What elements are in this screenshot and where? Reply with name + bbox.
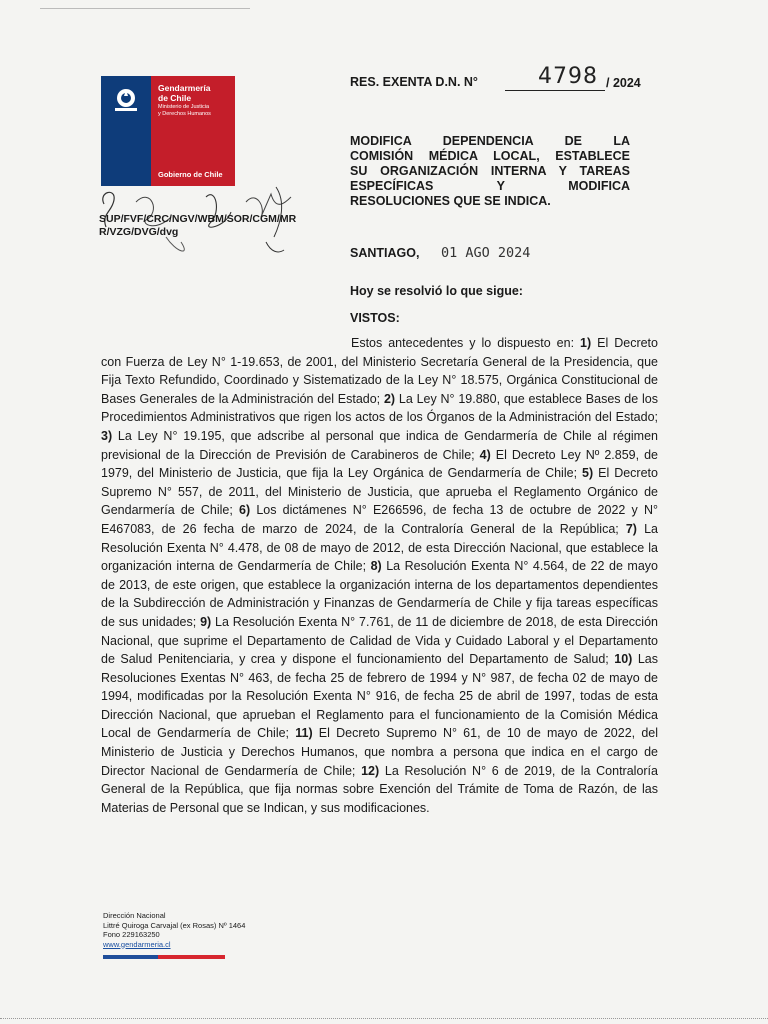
- vistos-item-number: 12): [361, 763, 380, 778]
- resolution-number-line: [505, 90, 605, 91]
- title-line: MODIFICA DEPENDENCIA DE LA: [350, 134, 630, 148]
- footer-website-link[interactable]: www.gendarmeria.cl: [103, 939, 171, 949]
- logo-name-line1: Gendarmería: [158, 83, 211, 93]
- date-stamp: 01 AGO 2024: [441, 245, 531, 261]
- vistos-text: Estos antecedentes y lo dispuesto en:: [351, 336, 581, 350]
- vistos-text: La Resolución Exenta N° 4.564, de 22 de mayo de 2013, de este origen, que establece la organización interna de los departamentos dependientes de la Subdirección de Administración y Finanzas de Gendarmería de Chile y fija tareas específicas de sus unidades;: [101, 559, 658, 629]
- initials-line2: R/VZG/DVG/dvg: [99, 226, 179, 238]
- vistos-text: El Decreto con Fuerza de Ley N° 1-19.653, de 2001, del Ministerio Secretaría General de la Presidencia, que Fija Texto Refundido, Coordinado y Sistematizado de la Ley N° 18.575, Orgánica Constitucional de Bases Generales de la Administración del Estado;: [101, 336, 658, 406]
- logo-ministry-line2: y Derechos Humanos: [158, 111, 211, 117]
- vistos-text: La Resolución Exenta N° 4.478, de 08 de mayo de 2012, de esta Dirección Nacional, que establece la organización interna de Gendarmería de Chile;: [101, 521, 658, 574]
- vistos-item-number: 7): [625, 521, 637, 536]
- resolution-year: / 2024: [606, 76, 641, 90]
- stripe-red: [158, 955, 225, 959]
- resolution-number: 4798: [538, 64, 598, 89]
- scan-bottom-edge: [0, 1018, 768, 1019]
- vistos-text: La Resolución N° 6 de 2019, de la Contraloría General de la República, que fija normas sobre Exención del Trámite de Toma de Razón, de las Materias de Personal que se Indican, y sus modificaciones.: [101, 763, 658, 815]
- resolution-label: RES. EXENTA D.N. N°: [350, 75, 478, 89]
- vistos-item-number: 6): [239, 503, 251, 518]
- vistos-text: Los dictámenes N° E266596, de fecha 13 de octubre de 2022 y N° E467083, de 26 fecha de marzo de 2024, de la Contraloría General de la República;: [101, 503, 658, 536]
- vistos-item-number: 2): [383, 391, 396, 406]
- vistos-item-number: 11): [295, 726, 313, 741]
- vistos-item-number: 1): [580, 336, 592, 350]
- initials-line1: SUP/FVF/CRC/NGV/WBM/SOR/CGM/MR: [99, 213, 297, 225]
- footer-phone: Fono 229163250: [103, 930, 160, 939]
- vistos-text: La Ley N° 19.880, que establece Bases de los Procedimientos Administrativos que rigen los actos de los Órganos de la Administración del Estado;: [101, 391, 658, 425]
- title-line: ESPECÍFICAS Y MODIFICA: [350, 179, 630, 193]
- logo-ministry-line1: Ministerio de Justicia: [158, 104, 210, 110]
- title-line: SU ORGANIZACIÓN INTERNA Y TAREAS: [350, 164, 630, 178]
- vistos-item-number: 9): [200, 614, 212, 629]
- footer-line1: Dirección Nacional: [103, 911, 166, 920]
- vistos-item-number: 10): [614, 652, 633, 667]
- coat-of-arms-panel: [101, 76, 151, 186]
- vistos-item-number: 4): [479, 447, 491, 462]
- logo-gobierno: Gobierno de Chile: [158, 170, 223, 179]
- coat-of-arms-icon: [109, 86, 143, 116]
- vistos-paragraph: [101, 334, 658, 817]
- responsible-initials: [99, 213, 389, 239]
- resolvio-heading: Hoy se resolvió lo que sigue:: [350, 284, 523, 298]
- logo-name-line2: de Chile: [158, 93, 192, 103]
- stripe-blue: [103, 955, 158, 959]
- logo-name: [158, 83, 210, 103]
- gendarmeria-logo: [101, 76, 235, 186]
- vistos-item-number: 5): [582, 466, 594, 481]
- vistos-item-number: 8): [370, 559, 382, 574]
- vistos-text: Las Resoluciones Exentas N° 463, de fecha 25 de febrero de 1994 y N° 987, de fecha 02 de mayo de 1994, modificadas por la Resolución Exenta N° 916, de fecha 25 de abril de 1997, todas de esta Dirección Nacional, que aprueban el Reglamento para el funcionamiento de la Comisión Médica Local de Gendarmería de Chile;: [101, 652, 658, 741]
- logo-text-panel: [151, 76, 235, 186]
- title-line: COMISIÓN MÉDICA LOCAL, ESTABLECE: [350, 149, 630, 163]
- vistos-body: [101, 334, 658, 817]
- vistos-text: La Resolución Exenta N° 7.761, de 11 de diciembre de 2018, de esta Dirección Nacional, que suprime el Departamento de Calidad de Vida y Cuidado Laboral y el Departamento de Salud Penitenciaria, y crea y dispone el funcionamiento del Departamento de Salud;: [101, 614, 658, 667]
- flag-stripe: [103, 955, 225, 959]
- place-label: SANTIAGO,: [350, 246, 420, 260]
- scan-mark: [40, 8, 250, 9]
- vistos-text: El Decreto Supremo N° 61, de 10 de mayo de 2022, del Ministerio de Justicia y Derechos Humanos, que nombra a persona que indica en el cargo de Director Nacional de Gendarmería de Chile;: [101, 726, 658, 778]
- vistos-text: El Decreto Supremo N° 557, de 2011, del Ministerio de Justicia, que aprueba el Reglamento Orgánico de Gendarmería de Chile;: [101, 466, 658, 518]
- vistos-item-number: 3): [101, 428, 113, 443]
- title-line: RESOLUCIONES QUE SE INDICA.: [350, 194, 551, 208]
- vistos-text: La Ley N° 19.195, que adscribe al personal que indica de Gendarmería de Chile al régimen previsional de la Dirección de Previsión de Carabineros de Chile;: [101, 428, 658, 462]
- logo-ministry: [158, 104, 211, 118]
- footer-line2: Littré Quiroga Carvajal (ex Rosas) Nº 1464: [103, 920, 246, 930]
- vistos-text: El Decreto Ley Nº 2.859, de 1979, del Ministerio de Justicia, que fija la Ley Orgánica de Gendarmería de Chile;: [101, 447, 659, 481]
- footer-address: [103, 911, 245, 949]
- resolution-title: [350, 134, 630, 209]
- vistos-heading: VISTOS:: [350, 311, 400, 325]
